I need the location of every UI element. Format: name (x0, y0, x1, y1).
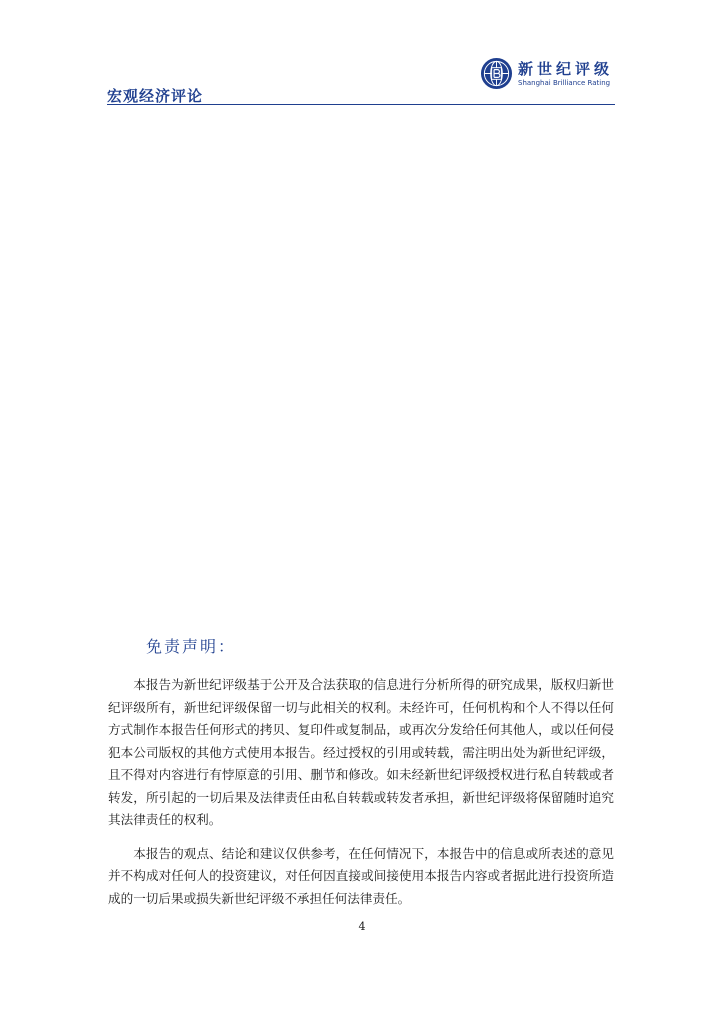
header-divider (107, 104, 615, 105)
disclaimer-paragraph: 本报告为新世纪评级基于公开及合法获取的信息进行分析所得的研究成果，版权归新世纪评级所有，新世纪评级保留一切与此相关的权利。未经许可，任何机构和个人不得以任何方式制作本报告任何形式的拷贝、复印件或复制品，或再次分发给任何其他人，或以任何侵犯本公司版权的其他方式使用本报告。经过授权的引用或转载，需注明出处为新世纪评级，且不得对内容进行有悖原意的引用、删节和修改。如未经新世纪评级授权进行私自转载或者转发，所引起的一切后果及法律责任由私自转载或转发者承担，新世纪评级将保留随时追究其法律责任的权利。 (108, 677, 614, 827)
disclaimer-paragraph: 本报告的观点、结论和建议仅供参考，在任何情况下，本报告中的信息或所表述的意见并不构成对任何人的投资建议，对任何因直接或间接使用本报告内容或者据此进行投资所造成的一切后果或损失新世纪评级不承担任何法律责任。 (108, 845, 614, 906)
disclaimer-heading: 免责声明： (146, 637, 237, 656)
report-series-title: 宏观经济评论 (107, 87, 204, 105)
logo-name-cn: 新世纪评级 (518, 60, 614, 78)
page-number: 4 (358, 920, 366, 933)
disclaimer-body (108, 674, 614, 921)
logo-name-en: Shanghai Brilliance Rating (518, 79, 611, 87)
company-logo (480, 55, 620, 93)
globe-emblem-icon (480, 57, 513, 90)
